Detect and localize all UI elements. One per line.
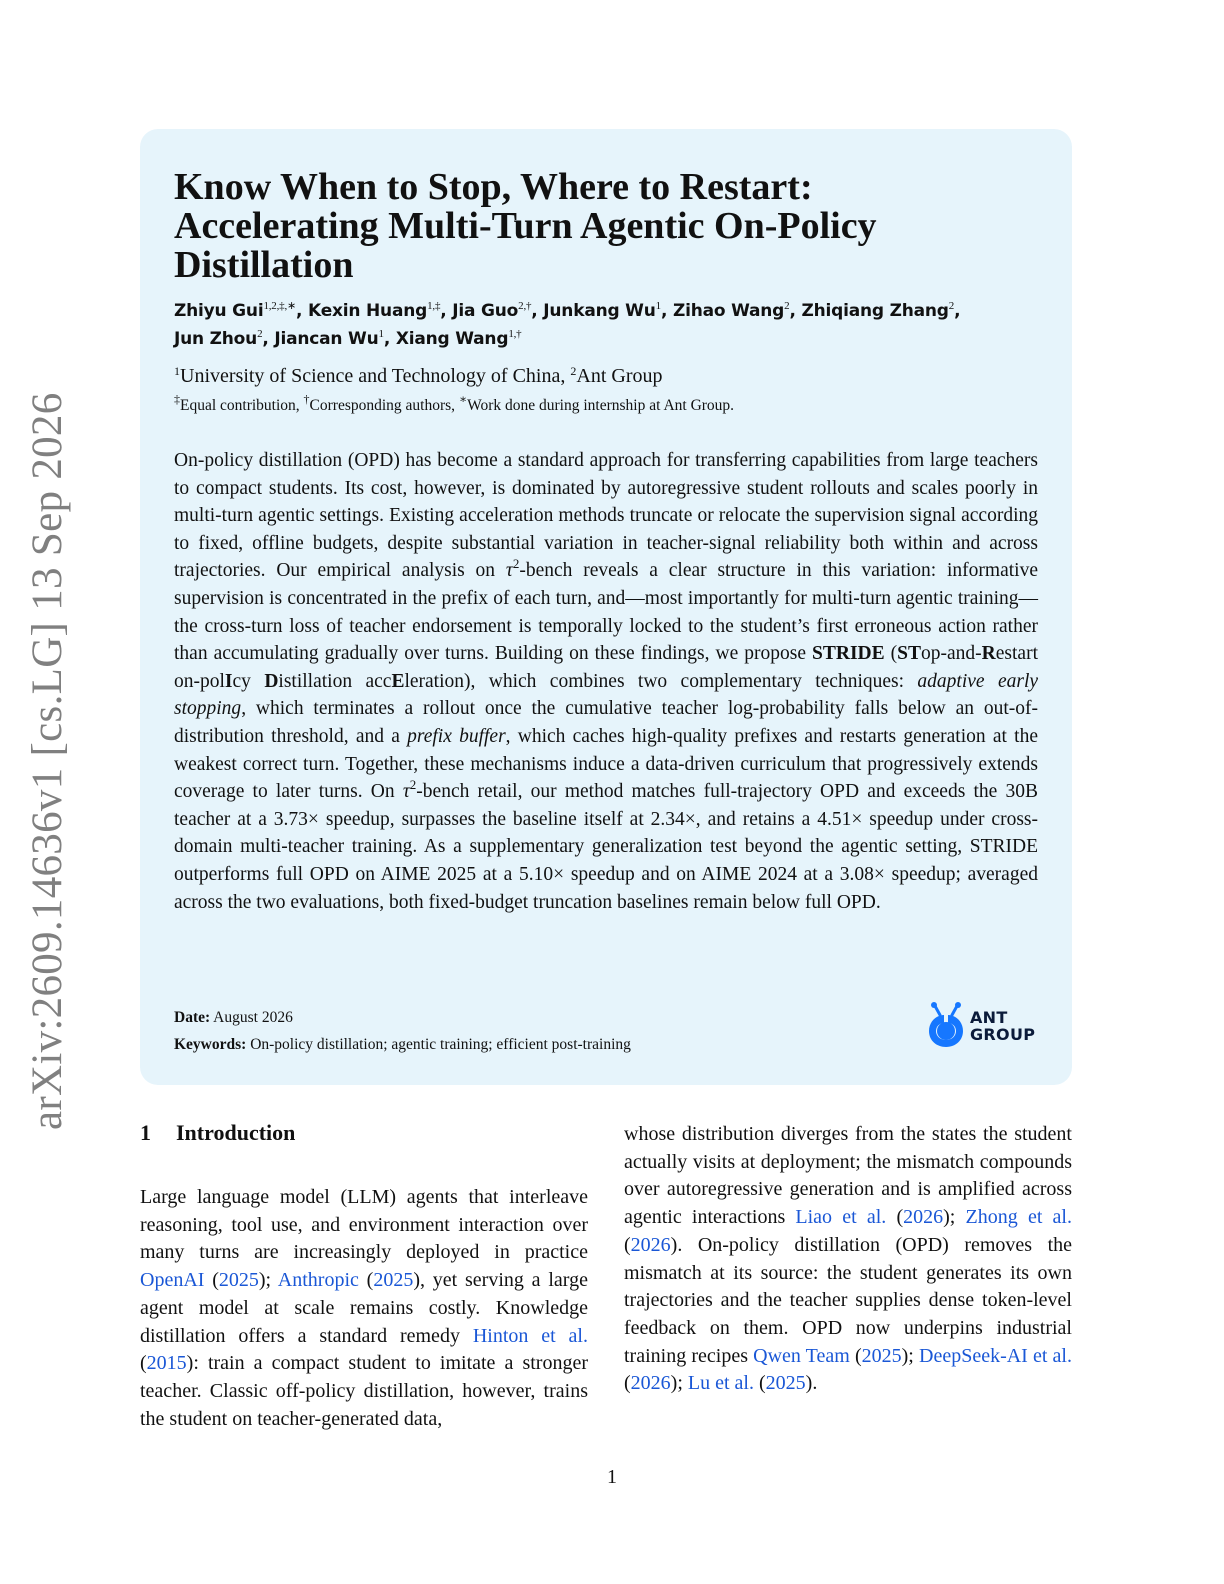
author: Zhiqiang Zhang <box>801 301 949 321</box>
author-mark: 1,‡ <box>427 300 441 312</box>
body-text: ). On-policy distillation (OPD) removes the mismatch at its source: the student generates its own trajectories and the teacher supplies dense token-level feedback on them. OPD now underpins industrial training recipes <box>624 1233 1072 1367</box>
author: Jun Zhou <box>174 329 258 349</box>
method-name: STRIDE <box>812 643 885 665</box>
body-text: ). <box>805 1372 818 1395</box>
body-text: ( <box>140 1352 147 1375</box>
note-internship: Work done during internship at Ant Group. <box>467 397 735 414</box>
abstract-text: , which caches high-quality prefixes and restarts generation at the weakest correct turn. Together, these mechanisms induce a data-driven curriculum that progressively extends coverage to later turns. On <box>174 725 1038 803</box>
abstract-paragraph <box>174 447 1038 916</box>
section-number: 1 <box>140 1120 151 1145</box>
title-line-1: Know When to Stop, Where to Restart: <box>174 166 813 208</box>
note-mark: ∗ <box>458 392 468 406</box>
body-text: ( <box>624 1372 631 1395</box>
citation-year-link[interactable]: 2025 <box>765 1372 806 1395</box>
author-mark: 2,† <box>518 300 532 312</box>
citation-link[interactable]: Anthropic <box>277 1269 359 1292</box>
title-line-3: Distillation <box>174 244 354 286</box>
section-heading <box>140 1120 295 1146</box>
body-text: Large language model (LLM) agents that interleave reasoning, tool use, and environment interaction over many turns are increasingly deployed in practice <box>140 1186 588 1264</box>
date-row <box>174 1004 631 1031</box>
intro-paragraph-1-continued <box>624 1121 1072 1398</box>
affil-ant: Ant Group <box>576 365 663 387</box>
author-mark: 2 <box>784 300 790 312</box>
tau-symbol: τ <box>402 781 410 803</box>
author: Kexin Huang <box>308 301 428 321</box>
body-text: whose distribution diverges from the states the student actually visits at deployment; the mismatch compounds over autoregressive generation and is amplified across agentic interactions <box>624 1123 1072 1229</box>
keywords-value: On-policy distillation; agentic training; efficient post-training <box>246 1036 631 1053</box>
affil-mark: 1 <box>174 364 180 378</box>
author-notes <box>174 392 735 416</box>
logo-wordmark <box>970 1009 1035 1043</box>
citation-year-link[interactable]: 2015 <box>146 1352 187 1375</box>
acronym-letter: ST <box>897 643 922 665</box>
keywords-label: Keywords: <box>174 1036 247 1053</box>
author-line-1: Zhiyu Gui$^{1,2,\ddagger,∗}$, Kexin Huang$^{1,\ddagger}$, Jia Guo$^{2,\dagger}$, Junkang Wu$^1$, Zihao Wang$^2$, Zhiqiang Zhang$^2$, <box>174 300 961 321</box>
affil-ustc: University of Science and Technology of China, <box>180 365 571 387</box>
note-mark: ‡ <box>174 392 180 406</box>
acronym-letter: I <box>224 670 233 692</box>
date-value: August 2026 <box>210 1009 293 1026</box>
abstract-text: -bench reveals a clear structure in this variation: informative supervision is concentrated in the prefix of each turn, and—most importantly for multi-turn agentic training—the cross-turn loss of teacher endorsement is temporally locked to the student’s first erroneous action rather than accumulating gradually over turns. Building on these findings, we propose <box>174 560 1038 665</box>
date-label: Date: <box>174 1009 211 1026</box>
ant-logo-icon <box>924 1001 968 1049</box>
tau-exponent: 2 <box>409 777 417 793</box>
citation-link[interactable]: Hinton et al. <box>472 1324 588 1347</box>
note-equal: Equal contribution, <box>180 397 304 414</box>
citation-link[interactable]: Lu et al. <box>687 1372 754 1395</box>
author-mark: 2 <box>257 328 263 340</box>
note-corresponding: Corresponding authors, <box>309 397 459 414</box>
author-mark: 2 <box>948 300 955 312</box>
author: Zihao Wang <box>672 301 785 321</box>
body-text: ): train a compact student to imitate a stronger teacher. Classic off-policy distillation, however, trains the student on teacher-generated data, <box>140 1352 588 1430</box>
abstract-text: op-and- <box>921 643 982 665</box>
section-title: Introduction <box>176 1120 296 1145</box>
abstract-text: istillation acc <box>278 670 392 692</box>
abstract-text: ( <box>884 643 898 665</box>
author-mark: 1 <box>655 300 661 312</box>
author-line-2: Jun Zhou$^2$, Jiancan Wu$^1$, Xiang Wang$^{1,\dagger}$ <box>174 328 522 349</box>
author-mark: 1,† <box>508 328 522 340</box>
body-text: ); <box>901 1344 919 1367</box>
citation-link[interactable]: DeepSeek-AI et al. <box>919 1344 1072 1367</box>
body-text: ); <box>258 1269 278 1292</box>
tau-exponent: 2 <box>512 556 520 572</box>
tau-symbol: τ <box>505 560 513 582</box>
intro-paragraph-1 <box>140 1184 588 1433</box>
logo-word-ant: ANT <box>970 1008 1008 1027</box>
abstract-text: On-policy distillation (OPD) has become a standard approach for transferring capabilities from large teachers to compact students. Its cost, however, is dominated by autoregressive student rollouts and scales poorly in multi-turn agentic settings. Existing acceleration methods truncate or relocate the supervision signal according to fixed, offline budgets, despite substantial variation in teacher-signal reliability both within and across trajectories. Our empirical analysis on <box>174 450 1038 582</box>
body-text: ( <box>753 1372 766 1395</box>
author-list <box>174 297 1054 353</box>
title-line-2: Accelerating Multi-Turn Agentic On-Policy <box>174 205 877 247</box>
citation-year-link[interactable]: 2026 <box>630 1372 671 1395</box>
page-number: 1 <box>607 1466 617 1488</box>
body-text: ( <box>886 1206 904 1229</box>
body-text: ( <box>849 1344 862 1367</box>
column-left <box>140 1184 588 1433</box>
author-mark: 1,2,‡,∗ <box>263 300 297 312</box>
citation-link[interactable]: Zhong et al. <box>965 1206 1072 1229</box>
keywords-row <box>174 1031 631 1058</box>
note-mark: † <box>303 392 310 406</box>
abstract-text: , which terminates a rollout once the cumulative teacher log-probability falls below an out-of-distribution threshold, and a <box>174 698 1038 747</box>
body-text: ( <box>204 1269 219 1292</box>
body-text: ( <box>358 1269 374 1292</box>
abstract-text: leration), which combines two complementary techniques: <box>404 670 918 692</box>
author: Junkang Wu <box>543 301 656 321</box>
author: Jiancan Wu <box>274 329 379 349</box>
abstract-text: cy <box>232 670 265 692</box>
abstract-text: estart on-pol <box>174 643 1038 692</box>
paper-title <box>174 168 1054 285</box>
column-right <box>624 1121 1072 1398</box>
citation-year-link[interactable]: 2025 <box>218 1269 259 1292</box>
author: Xiang Wang <box>395 329 509 349</box>
author: Zhiyu Gui <box>174 301 264 321</box>
technique-name: adaptive early stopping <box>174 670 1039 720</box>
body-text: ( <box>624 1233 631 1256</box>
author-mark: 1 <box>378 328 384 340</box>
citation-link[interactable]: Qwen Team <box>753 1344 850 1367</box>
body-text: ); <box>943 1206 966 1229</box>
logo-word-group: GROUP <box>970 1025 1036 1044</box>
acronym-letter: D <box>264 670 279 692</box>
acronym-letter: R <box>981 643 996 665</box>
abstract-text: -bench retail, our method matches full-trajectory OPD and exceeds the 30B teacher at a 3.73× speedup, surpasses the baseline itself at 2.34×, and retains a 4.51× speedup under cross-domain multi-teacher training. As a supplementary generalization test beyond the agentic setting, STRIDE outperforms full OPD on AIME 2025 at a 5.10× speedup and on AIME 2024 at a 3.08× speedup; averaged across the two evaluations, both fixed-budget truncation baselines remain below full OPD. <box>174 781 1038 913</box>
ant-group-logo <box>924 1001 1054 1051</box>
abstract <box>174 447 1038 916</box>
citation-year-link[interactable]: 2026 <box>630 1233 671 1256</box>
technique-name: prefix buffer <box>407 725 506 747</box>
affiliations <box>174 364 662 388</box>
body-text: ); <box>670 1372 688 1395</box>
author: Jia Guo <box>452 301 519 321</box>
paper-metadata <box>174 1004 631 1058</box>
citation-link[interactable]: OpenAI <box>140 1269 205 1292</box>
body-text: ), yet serving a large agent model at scale remains costly. Knowledge distillation offers a standard remedy <box>140 1269 588 1347</box>
affil-mark: 2 <box>570 364 577 378</box>
acronym-letter: E <box>391 670 405 692</box>
citation-year-link[interactable]: 2025 <box>861 1344 902 1367</box>
citation-link[interactable]: Liao et al. <box>795 1206 887 1229</box>
citation-year-link[interactable]: 2025 <box>373 1269 414 1292</box>
citation-year-link[interactable]: 2026 <box>903 1206 944 1229</box>
arxiv-identifier: arXiv:2609.14636v1 [cs.LG] 13 Sep 2026 <box>24 392 71 1130</box>
